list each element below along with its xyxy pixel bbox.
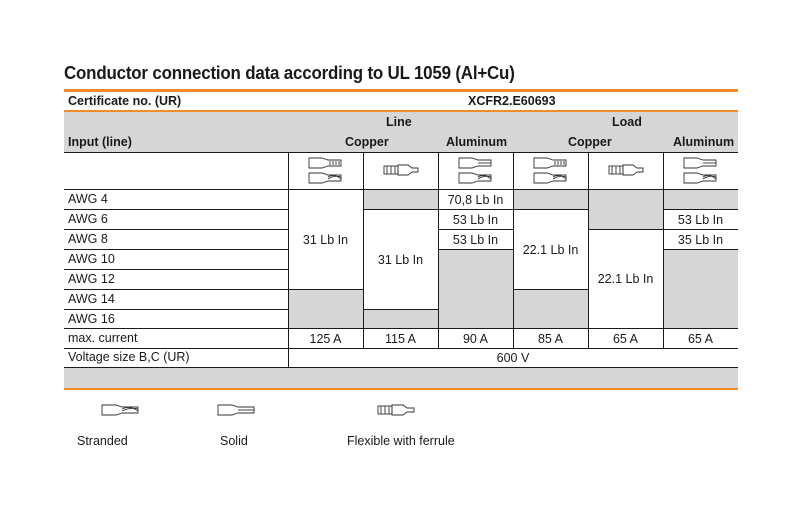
shade-line-al-awg10-16 [438, 249, 513, 328]
page-title: Conductor connection data according to UL 1059 (Al+Cu) [64, 63, 515, 83]
torque-line-al-awg8: 53 Lb In [452, 232, 499, 247]
row-label-awg16: AWG 16 [68, 312, 115, 326]
stranded-wire-icon [100, 402, 140, 418]
certificate-label: Certificate no. (UR) [68, 94, 182, 108]
certificate-value: XCFR2.E60693 [468, 94, 556, 108]
max-current-label: max. current [68, 331, 138, 345]
row-label-awg8: AWG 8 [68, 232, 108, 246]
legend-stranded: Stranded [77, 434, 128, 448]
header-load: Load [612, 115, 642, 129]
ferrule-wire-icon [607, 163, 645, 177]
shade-load-stranded-awg14-16 [513, 289, 588, 328]
header-input-line: Input (line) [68, 135, 132, 149]
rule-header-bottom [64, 152, 738, 153]
torque-load-copper-stranded: 22.1 Lb In [522, 242, 579, 257]
shade-load-ferrule-awg4-6 [588, 190, 663, 229]
shade-line-stranded-awg14-16 [288, 289, 363, 328]
footer-band [64, 368, 738, 388]
max-current-value: 65 A [612, 331, 639, 346]
rule-cell [663, 249, 738, 250]
torque-line-copper-stranded: 31 Lb In [302, 232, 349, 247]
header-line: Line [386, 115, 412, 129]
torque-line-copper-ferrule: 31 Lb In [377, 252, 424, 267]
stranded-wire-icon [306, 156, 344, 186]
header-load-aluminum: Aluminum [673, 135, 735, 149]
shade-line-ferrule-awg16 [363, 309, 438, 328]
shade-load-stranded-awg4 [513, 190, 588, 209]
torque-line-al-awg6: 53 Lb In [452, 212, 499, 227]
shade-line-ferrule-awg4 [363, 190, 438, 209]
max-current-value: 125 A [309, 331, 342, 346]
legend-solid: Solid [220, 434, 248, 448]
header-load-copper: Copper [568, 135, 612, 149]
solid-stranded-wire-icon [456, 156, 494, 186]
solid-wire-icon [216, 402, 256, 418]
torque-load-al-awg6: 53 Lb In [677, 212, 724, 227]
header-line-copper: Copper [345, 135, 389, 149]
rule-cell [363, 309, 438, 310]
shade-load-al-awg4 [663, 190, 738, 209]
torque-load-al-awg8: 35 Lb In [677, 232, 724, 247]
rule-cell [438, 249, 513, 250]
voltage-label: Voltage size B,C (UR) [68, 350, 190, 364]
max-current-value: 85 A [537, 331, 564, 346]
ferrule-wire-icon [376, 402, 416, 418]
row-label-awg10: AWG 10 [68, 252, 115, 266]
legend-ferrule: Flexible with ferrule [347, 434, 455, 448]
max-current-value: 90 A [462, 331, 489, 346]
ferrule-wire-icon [382, 163, 420, 177]
row-label-awg6: AWG 6 [68, 212, 108, 226]
col-divider [438, 152, 439, 348]
shade-load-al-awg10-16 [663, 249, 738, 328]
voltage-value: 600 V [496, 350, 530, 365]
stranded-wire-icon [531, 156, 569, 186]
rule-icon-row-bottom [64, 189, 738, 190]
max-current-value: 65 A [687, 331, 714, 346]
max-current-value: 115 A [384, 331, 417, 346]
rule-cell [288, 289, 363, 290]
torque-line-al-awg4: 70,8 Lb In [447, 192, 504, 207]
rule-cell [513, 289, 588, 290]
footer-rule [64, 388, 738, 390]
row-label-awg12: AWG 12 [68, 272, 115, 286]
solid-stranded-wire-icon [681, 156, 719, 186]
torque-load-copper-ferrule: 22.1 Lb In [597, 272, 654, 286]
row-label-awg4: AWG 4 [68, 192, 108, 206]
header-line-aluminum: Aluminum [446, 135, 508, 149]
row-label-awg14: AWG 14 [68, 292, 115, 306]
col-divider [663, 152, 664, 348]
